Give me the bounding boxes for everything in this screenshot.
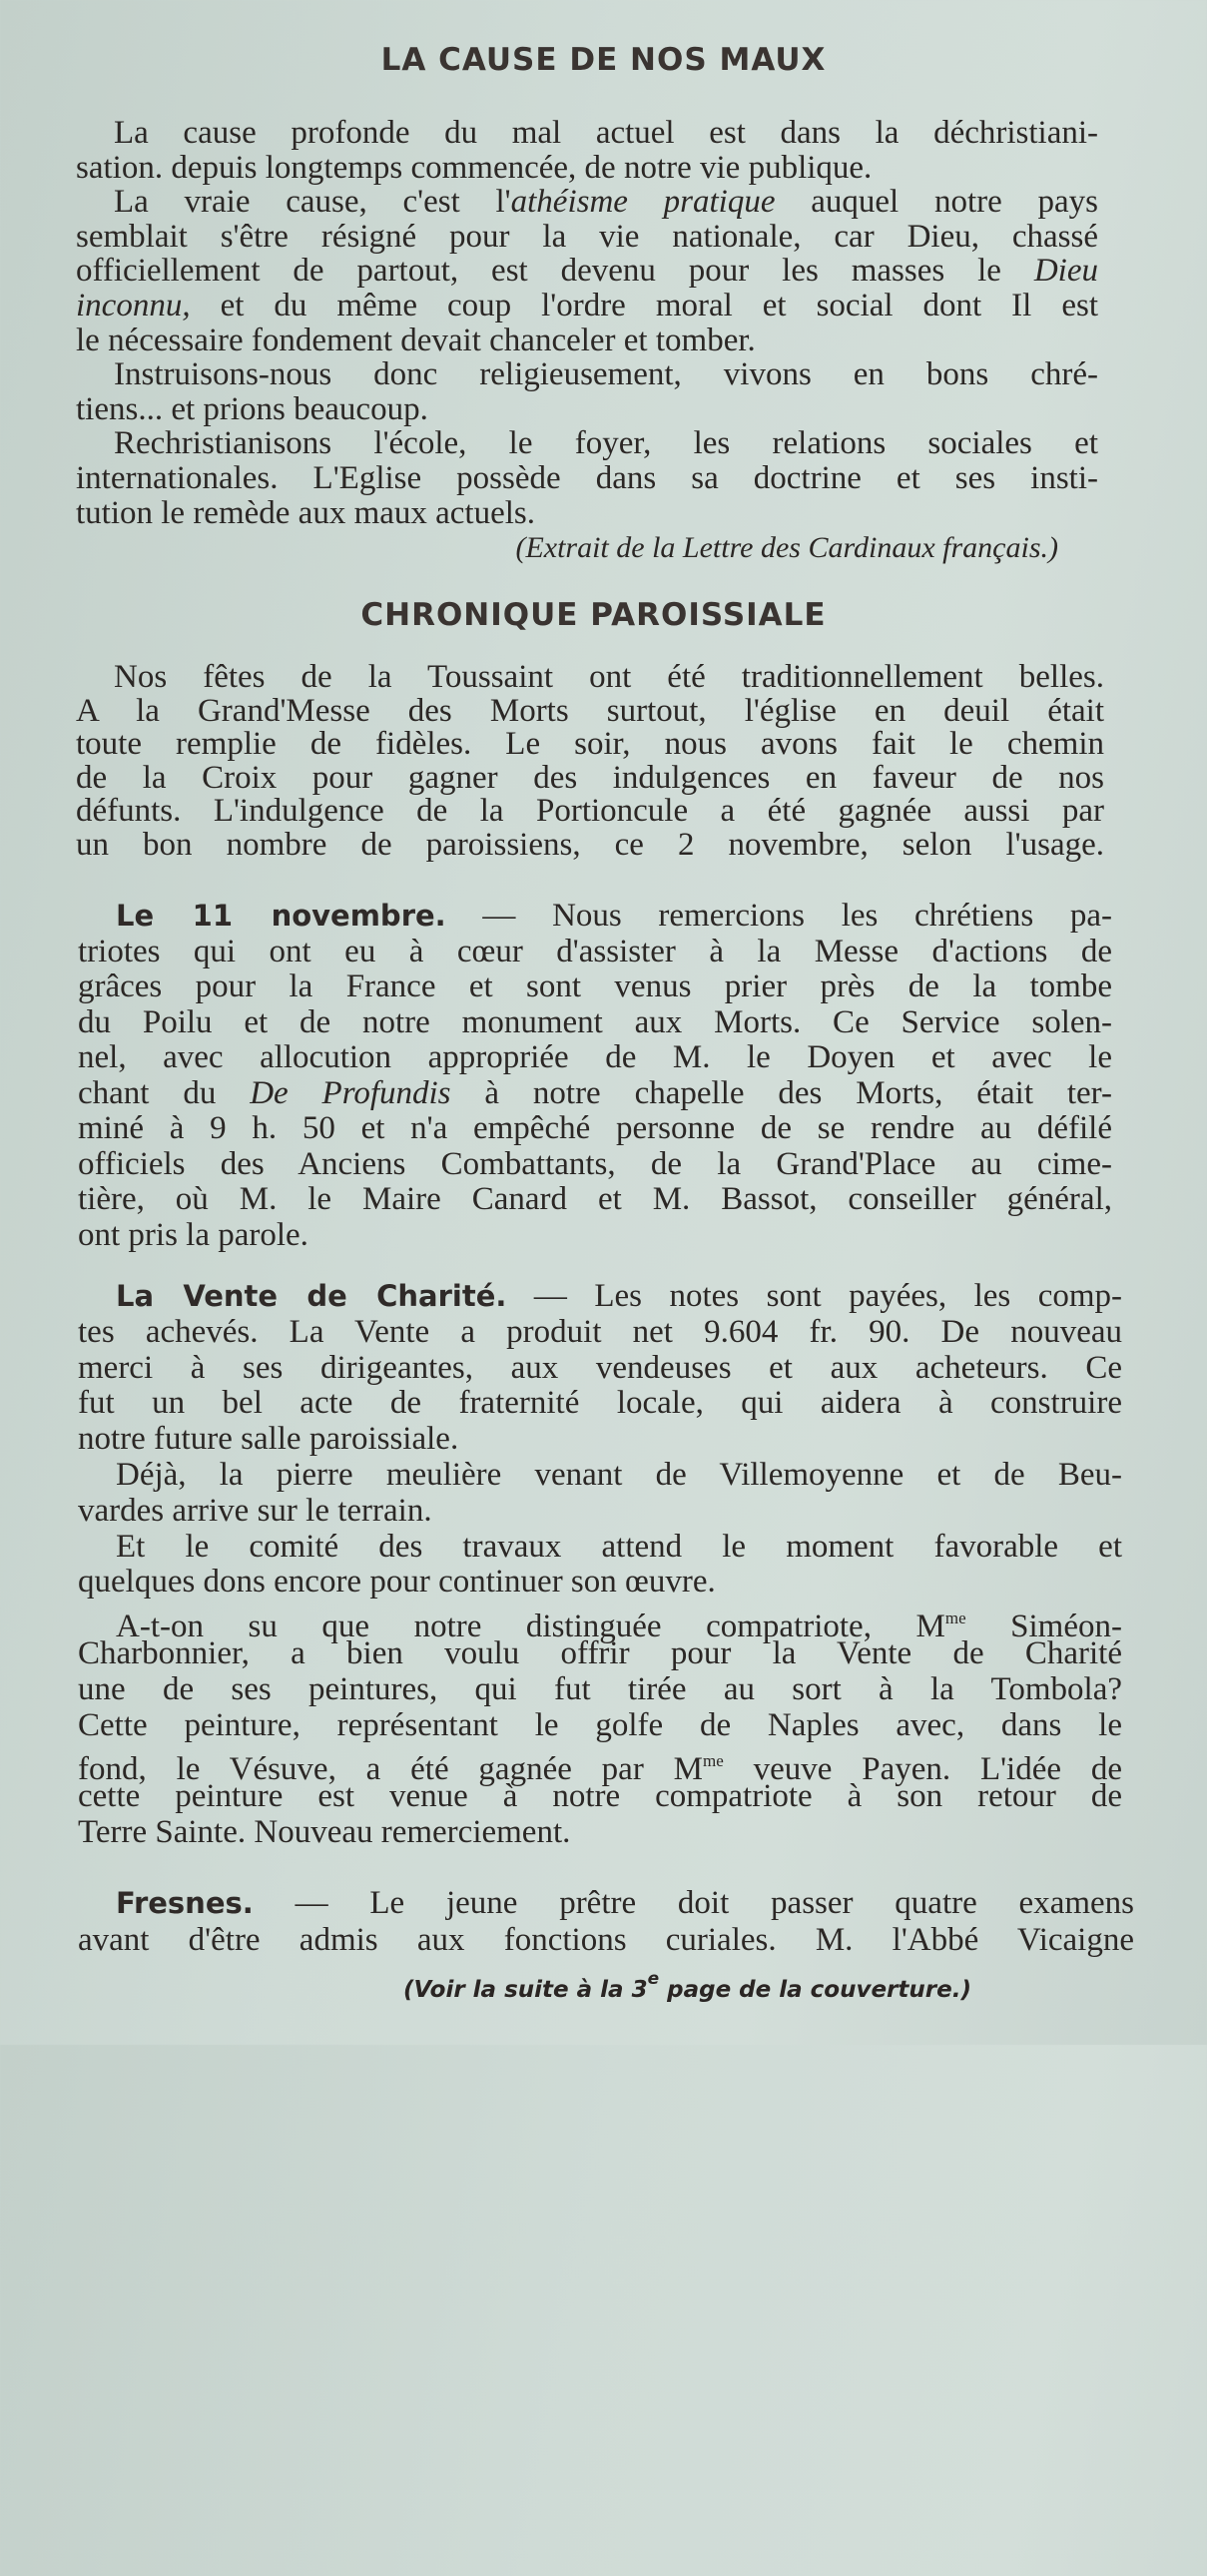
source-attribution: (Extrait de la Lettre des Cardinaux français.) bbox=[515, 531, 1058, 564]
continued-note-post: page de la couverture.) bbox=[659, 1977, 971, 2003]
text-line: une de ses peintures, qui fut tirée au sort à la Tombola? bbox=[78, 1670, 1122, 1707]
text-line: tière, où M. le Maire Canard et M. Bassot, conseiller général, bbox=[78, 1181, 1112, 1217]
text-line: avant d'être admis aux fonctions curiales. M. l'Abbé Vicaigne bbox=[78, 1922, 1134, 1958]
text-line: fond, le Vésuve, a été gagnée par $M^{me}$ veuve Payen. L'idée de bbox=[78, 1751, 1122, 1788]
text-line: miné à 9 h. 50 et n'a empêché personne de se rendre au défilé bbox=[78, 1110, 1112, 1146]
text-line: Terre Sainte. Nouveau remerciement. bbox=[78, 1813, 571, 1850]
text-line: tiens... et prions beaucoup. bbox=[76, 390, 428, 427]
italic-text: athéisme pratique bbox=[510, 184, 776, 221]
text-line: A-t-on su que notre distinguée compatriote, $M^{me}$ Siméon- bbox=[116, 1609, 1122, 1645]
section-title-cause: LA CAUSE DE NOS MAUX bbox=[380, 42, 827, 78]
text-line: La Vente de Charité. — Les notes sont payées, les comp- bbox=[116, 1278, 1123, 1314]
superscript: me bbox=[944, 1609, 966, 1628]
text-line: tes achevés. La Vente a produit net 9.604 fr. 90. De nouveau bbox=[78, 1313, 1122, 1350]
text-line: Fresnes. — Le jeune prêtre doit passer quatre examens bbox=[116, 1885, 1134, 1921]
text-line: semblait s'être résigné pour la vie nationale, car Dieu, chassé bbox=[76, 218, 1098, 255]
text-line: toute remplie de fidèles. Le soir, nous avons fait le chemin bbox=[76, 726, 1104, 763]
text-line: Déjà, la pierre meulière venant de Villemoyenne et de Beu- bbox=[116, 1456, 1122, 1493]
text-line: fut un bel acte de fraternité locale, qui aidera à construire bbox=[78, 1385, 1122, 1422]
continued-note-sup: e bbox=[647, 1969, 660, 1989]
text-line: Et le comité des travaux attend le moment favorable et bbox=[116, 1528, 1122, 1565]
text-line: notre future salle paroissiale. bbox=[78, 1421, 459, 1458]
text-line: Cette peinture, représentant le golfe de Naples avec, dans le bbox=[78, 1706, 1122, 1743]
run-in-heading: Fresnes. bbox=[116, 1886, 254, 1920]
run-in-heading: La Vente de Charité. bbox=[116, 1279, 507, 1313]
text-line: du Poilu et de notre monument aux Morts. Ce Service solen- bbox=[78, 1003, 1112, 1040]
text-line: Rechristianisons l'école, le foyer, les relations sociales et bbox=[114, 425, 1098, 462]
italic-text: inconnu, bbox=[76, 287, 191, 323]
text-line: de la Croix pour gagner des indulgences en faveur de nos bbox=[76, 759, 1104, 796]
section-title-chronique: CHRONIQUE PAROISSIALE bbox=[360, 597, 827, 633]
text-line: défunts. L'indulgence de la Portioncule a été gagnée aussi par bbox=[76, 793, 1104, 830]
text-line: Nos fêtes de la Toussaint ont été traditionnellement belles. bbox=[114, 659, 1104, 695]
text-line: ont pris la parole. bbox=[78, 1216, 308, 1253]
text-line: cette peinture est venue à notre compatriote à son retour de bbox=[78, 1778, 1122, 1815]
text-line: un bon nombre de paroissiens, ce 2 novembre, selon l'usage. bbox=[76, 826, 1104, 863]
text-line: vardes arrive sur le terrain. bbox=[78, 1492, 432, 1529]
italic-text: De Profundis bbox=[250, 1074, 451, 1111]
paragraph-11-novembre bbox=[78, 898, 1112, 1253]
text-line: grâces pour la France et sont venus prier près de la tombe bbox=[78, 968, 1112, 1004]
text-line: nel, avec allocution appropriée de M. le Doyen et avec le bbox=[78, 1039, 1112, 1075]
text-line: Charbonnier, a bien voulu offrir pour la Vente de Charité bbox=[78, 1634, 1122, 1671]
text-line: Le 11 novembre. — Nous remercions les chrétiens pa- bbox=[116, 898, 1112, 934]
italic-text: Dieu bbox=[1033, 253, 1098, 290]
text-line: chant du De Profundis à notre chapelle des Morts, était ter- bbox=[78, 1074, 1112, 1111]
paragraph-toussaint bbox=[76, 659, 1104, 863]
paragraph-vente-charite bbox=[78, 1278, 1123, 1850]
text-line: internationales. L'Eglise possède dans sa doctrine et ses insti- bbox=[76, 459, 1098, 496]
paragraph-fresnes bbox=[78, 1885, 1134, 1958]
text-line: quelques dons encore pour continuer son œuvre. bbox=[78, 1564, 716, 1601]
text-line: officiellement de partout, est devenu pour les masses le Dieu bbox=[76, 253, 1098, 290]
text-line: La vraie cause, c'est l'athéisme pratique auquel notre pays bbox=[114, 184, 1098, 221]
superscript: me bbox=[703, 1751, 724, 1771]
continued-note-pre: (Voir la suite à la 3 bbox=[403, 1977, 648, 2003]
run-in-heading: Le 11 novembre. bbox=[116, 899, 446, 933]
text-line: inconnu, et du même coup l'ordre moral et social dont Il est bbox=[76, 287, 1098, 323]
text-line: officiels des Anciens Combattants, de la Grand'Place au cime- bbox=[78, 1145, 1112, 1182]
text-line: le nécessaire fondement devait chanceler et tomber. bbox=[76, 322, 756, 358]
text-line: tution le remède aux maux actuels. bbox=[76, 494, 536, 531]
text-line: La cause profonde du mal actuel est dans la déchristiani- bbox=[114, 115, 1098, 151]
text-line: sation. depuis longtemps commencée, de notre vie publique. bbox=[76, 149, 873, 186]
text-line: triotes qui ont eu à cœur d'assister à la Messe d'actions de bbox=[78, 933, 1112, 969]
text-line: A la Grand'Messe des Morts surtout, l'église en deuil était bbox=[76, 692, 1104, 729]
article-cause bbox=[76, 115, 1098, 531]
text-line: merci à ses dirigeantes, aux vendeuses et aux acheteurs. Ce bbox=[78, 1349, 1122, 1386]
continued-note bbox=[403, 1969, 971, 2003]
text-line: Instruisons-nous donc religieusement, vivons en bons chré- bbox=[114, 356, 1098, 393]
